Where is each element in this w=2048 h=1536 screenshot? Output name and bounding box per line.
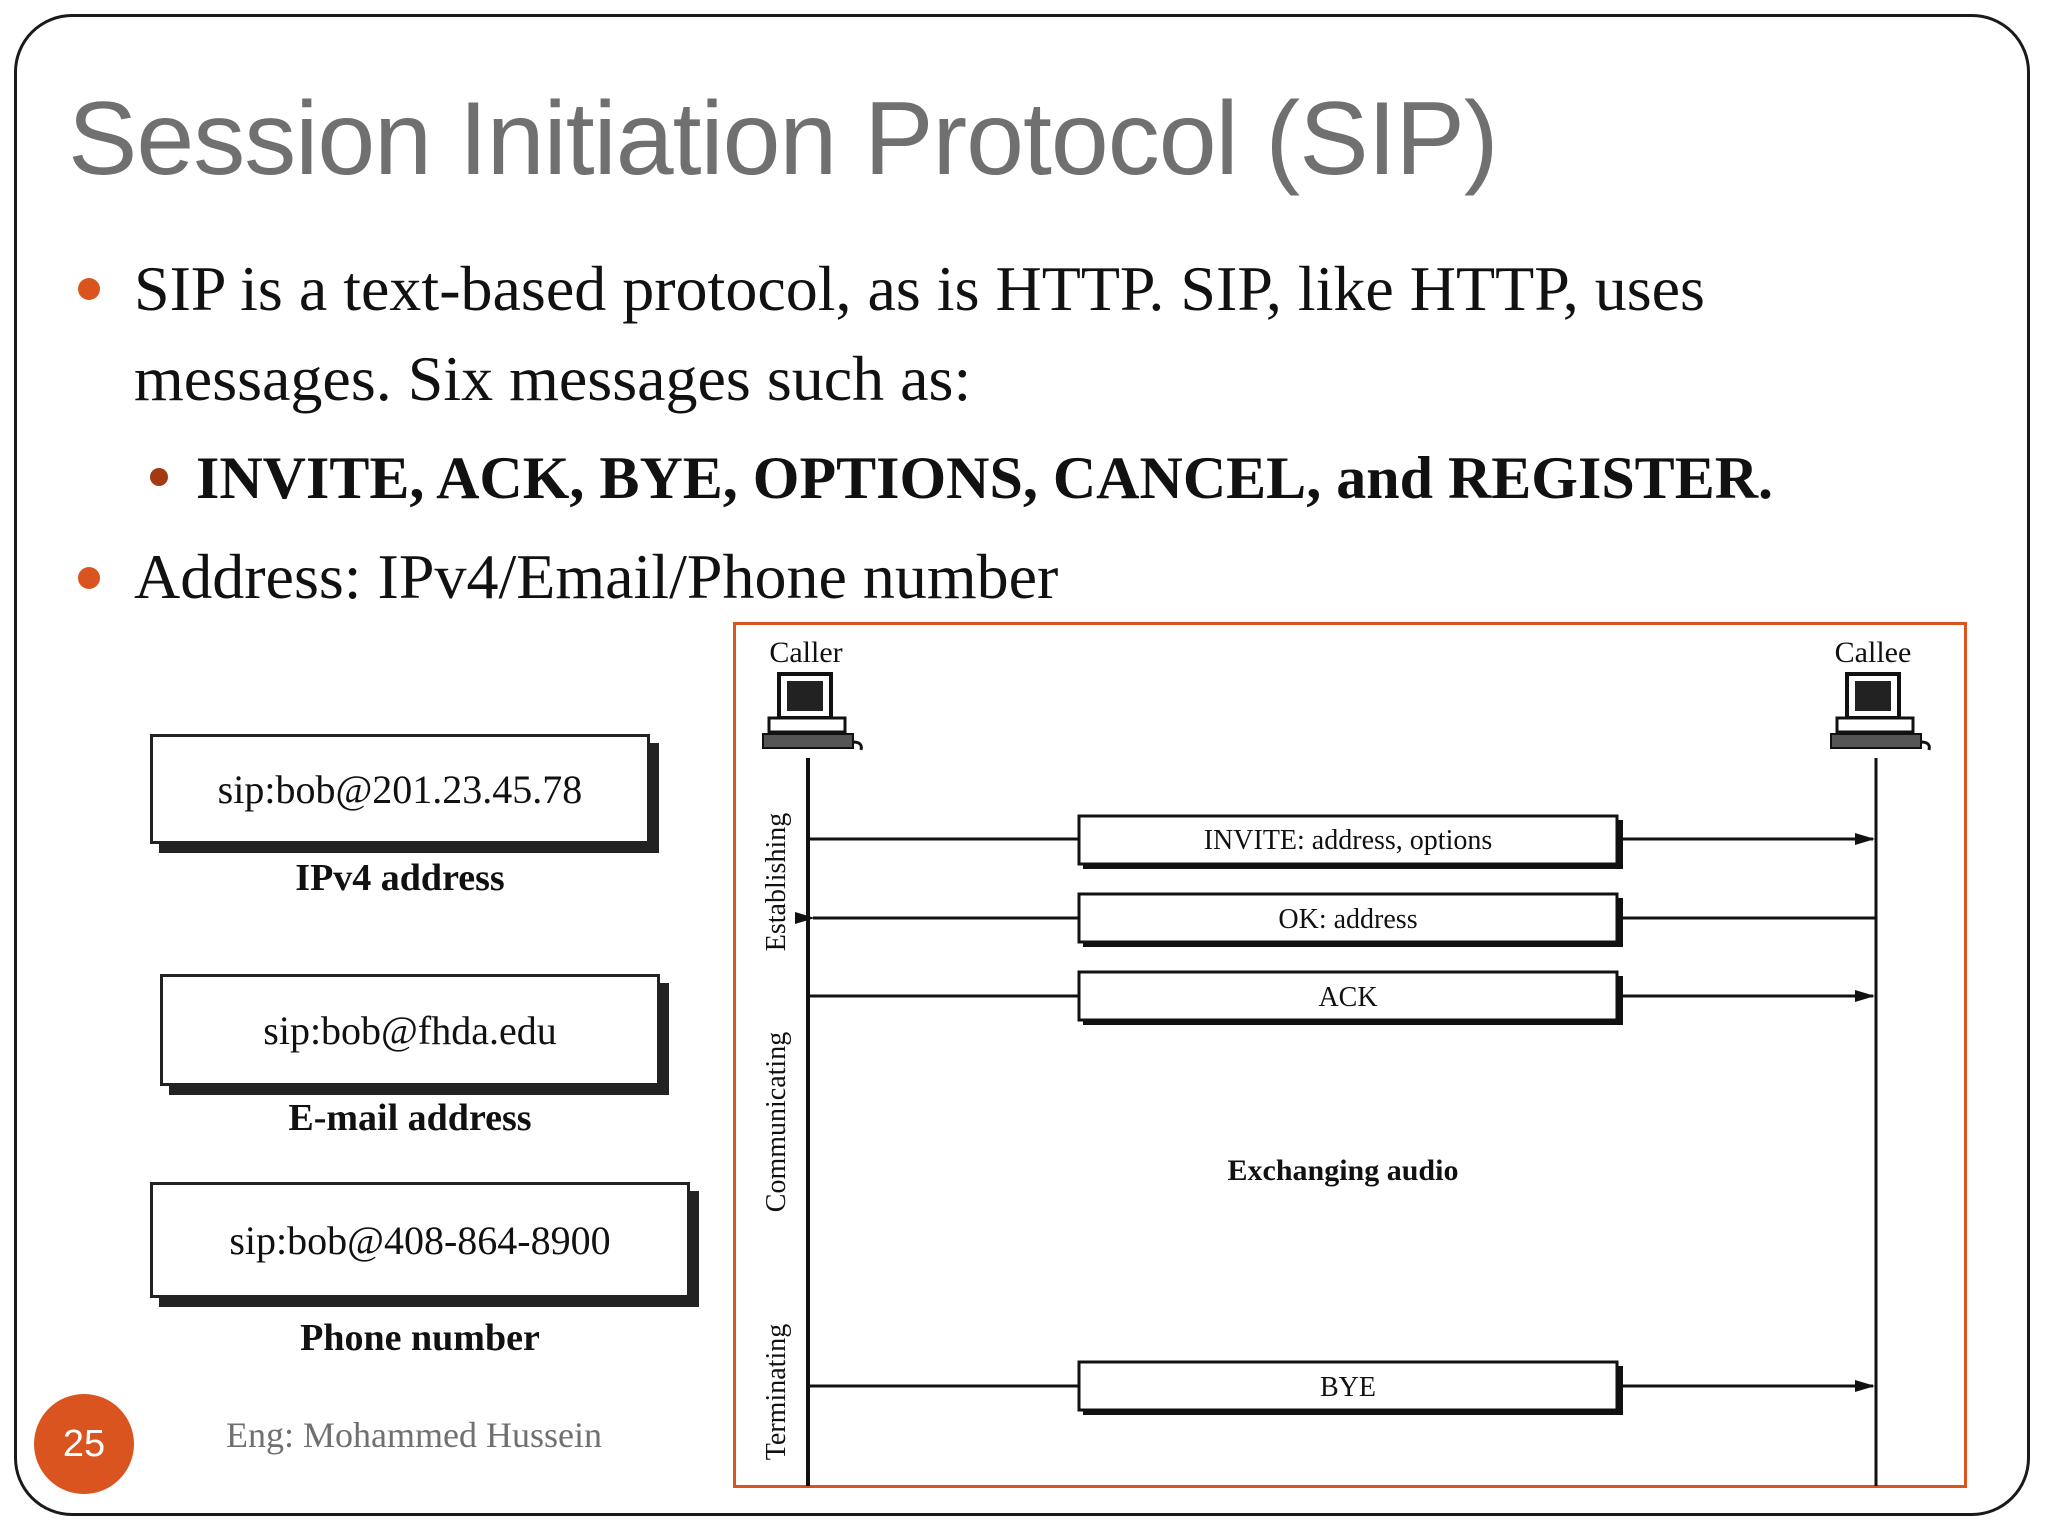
message-ack-label: ACK — [1318, 982, 1378, 1013]
phase-label-establishing: Establishing — [761, 812, 792, 952]
bullet-dot — [78, 567, 100, 589]
exchange-audio-label: Exchanging audio — [1227, 1154, 1459, 1187]
phase-label-communicating: Communicating — [761, 1031, 792, 1213]
sub-bullet-text: INVITE, ACK, BYE, OPTIONS, CANCEL, and REGISTER. — [196, 445, 1774, 511]
ipv4-address-caption: IPv4 address — [295, 857, 505, 899]
email-address-caption: E-mail address — [288, 1097, 532, 1139]
callee-label: Callee — [1834, 636, 1912, 669]
message-invite-label: INVITE: address, options — [1203, 825, 1493, 856]
bullet-text-line: Address: IPv4/Email/Phone number — [134, 541, 1059, 612]
caller-label: Caller — [769, 636, 843, 669]
bullet-text-line: SIP is a text-based protocol, as is HTTP. SIP, like HTTP, uses — [134, 253, 1705, 324]
sub-bullet-dot — [150, 468, 168, 486]
computer-icon — [1831, 674, 1929, 750]
phase-label-terminating: Terminating — [761, 1323, 792, 1461]
footer-author: Eng: Mohammed Hussein — [226, 1415, 602, 1455]
page-number-badge: 25 — [34, 1394, 134, 1494]
ipv4-address-box: sip:bob@201.23.45.78 — [150, 734, 650, 844]
slide-title: Session Initiation Protocol (SIP) — [68, 81, 1498, 197]
message-bye-label: BYE — [1320, 1372, 1376, 1403]
message-ok-label: OK: address — [1278, 904, 1418, 935]
computer-icon — [763, 674, 861, 750]
bullet-text-line: messages. Six messages such as: — [134, 343, 972, 414]
phone-address-box: sip:bob@408-864-8900 — [150, 1182, 690, 1298]
sip-call-flow-diagram — [733, 622, 1967, 1488]
phone-address-caption: Phone number — [300, 1317, 540, 1359]
bullet-dot — [78, 278, 100, 300]
email-address-box: sip:bob@fhda.edu — [160, 974, 660, 1086]
